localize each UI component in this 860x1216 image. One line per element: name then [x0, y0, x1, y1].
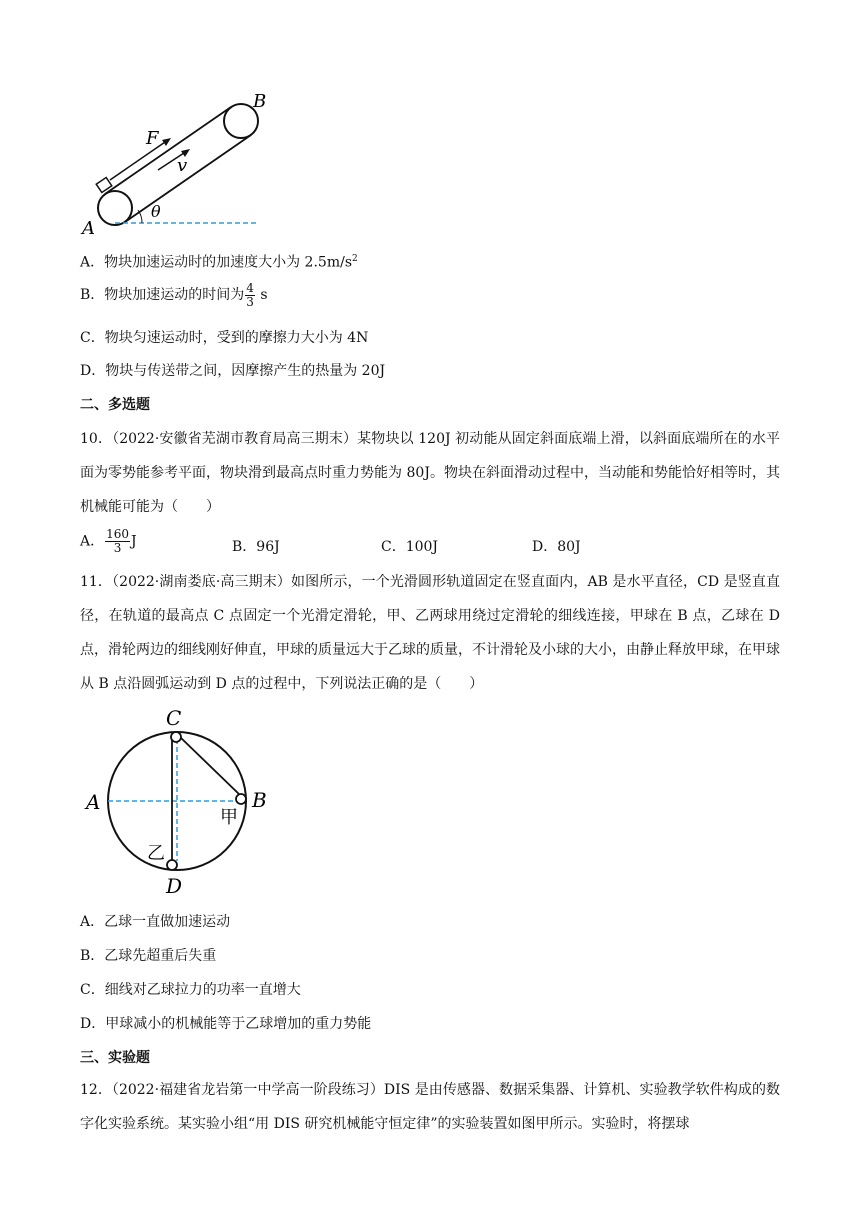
- q9-option-a: [80, 249, 358, 273]
- ball-yi: [167, 860, 177, 870]
- q11-option-b: B．乙球先超重后失重: [80, 948, 217, 964]
- q10-option-a: [80, 528, 137, 555]
- q9-option-b: [80, 277, 268, 313]
- conveyor-belt-figure: [80, 88, 280, 238]
- q10-option-a-fraction: [105, 528, 130, 555]
- belt-upper: [105, 107, 231, 194]
- q9-option-c: C．物块匀速运动时，受到的摩擦力大小为 4N: [80, 330, 369, 346]
- label-a2: A: [86, 790, 101, 814]
- ball-jia: [236, 794, 246, 804]
- label-b2: B: [252, 788, 267, 812]
- q11-option-c: C．细线对乙球拉力的功率一直增大: [80, 982, 301, 998]
- q9-option-b-num: 4: [246, 280, 254, 295]
- q9-option-a-sup: 2: [352, 254, 358, 264]
- section-heading-multiple-choice: 二、多选题: [80, 397, 150, 413]
- label-b: B: [253, 91, 267, 112]
- question-11: 11．（2022·湖南娄底·高三期末）如图所示，一个光滑圆形轨道固定在竖直面内，AB 是水平直径，CD 是竖直直径，在轨道的最高点 C 点固定一个光滑定滑轮，甲、乙两球用绕过定滑轮的细线连接，甲球在 B 点，乙球在 D 点，滑轮两边的细线刚好伸直，甲球的质量远大于乙球的质量，不计滑轮及小球的大小，由静止释放甲球，在甲球从 B 点沿圆弧运动到 D 点的过程中，下列说法正确的是（ ）: [80, 574, 780, 692]
- q10-option-a-label: A．: [80, 533, 105, 550]
- q11-option-d: D．甲球减小的机械能等于乙球增加的重力势能: [80, 1016, 372, 1032]
- label-v: v: [177, 155, 188, 176]
- q9-option-b-den: 3: [246, 294, 254, 309]
- label-theta: θ: [151, 202, 161, 221]
- label-d: D: [166, 874, 183, 898]
- force-arrowhead: [162, 138, 171, 146]
- belt-lower: [125, 135, 251, 222]
- q9-option-b-unit: s: [255, 287, 268, 303]
- q10-option-a-num: 160: [106, 527, 130, 541]
- pulley-c: [171, 732, 181, 742]
- q10-option-b: B．96J: [232, 539, 280, 555]
- q9-option-b-fraction: [245, 282, 255, 309]
- label-a: A: [82, 218, 95, 238]
- force-arrow: [110, 140, 168, 180]
- q9-option-d: D．物块与传送带之间，因摩擦产生的热量为 20J: [80, 363, 386, 379]
- q11-option-a: A．乙球一直做加速运动: [80, 914, 231, 930]
- label-f: F: [146, 128, 159, 149]
- q9-option-a-text: A．物块加速运动时的加速度大小为 2.5m/s: [80, 254, 353, 271]
- question-10: 10．（2022·安徽省芜湖市教育局高三期末）某物块以 120J 初动能从固定斜面底端上滑，以斜面底端所在的水平面为零势能参考平面，物块滑到最高点时重力势能为 80J。物块在斜面滑动过程中，当动能和势能恰好相等时，其机械能可能为（ ）: [80, 431, 780, 515]
- q9-option-b-text: B．物块加速运动的时间为: [80, 287, 245, 303]
- question-12: 12．（2022·福建省龙岩第一中学高一阶段练习）DIS 是由传感器、数据采集器、计算机、实验教学软件构成的数字化实验系统。某实验小组“用 DIS 研究机械能守恒定律”的实验装置如图甲所示。实验时，将摆球: [80, 1082, 780, 1132]
- q10-option-a-den: 3: [113, 541, 122, 555]
- q10-option-a-unit: J: [131, 533, 137, 550]
- q10-option-d: D．80J: [532, 539, 581, 555]
- q10-option-c: C．100J: [381, 539, 439, 555]
- string-diagonal: [180, 737, 241, 796]
- label-c: C: [166, 706, 182, 730]
- label-yi: 乙: [147, 843, 165, 864]
- q10-options: [80, 528, 780, 560]
- circular-track-figure: [84, 703, 284, 899]
- section-heading-experiment: 三、实验题: [80, 1050, 150, 1066]
- label-jia: 甲: [220, 807, 238, 828]
